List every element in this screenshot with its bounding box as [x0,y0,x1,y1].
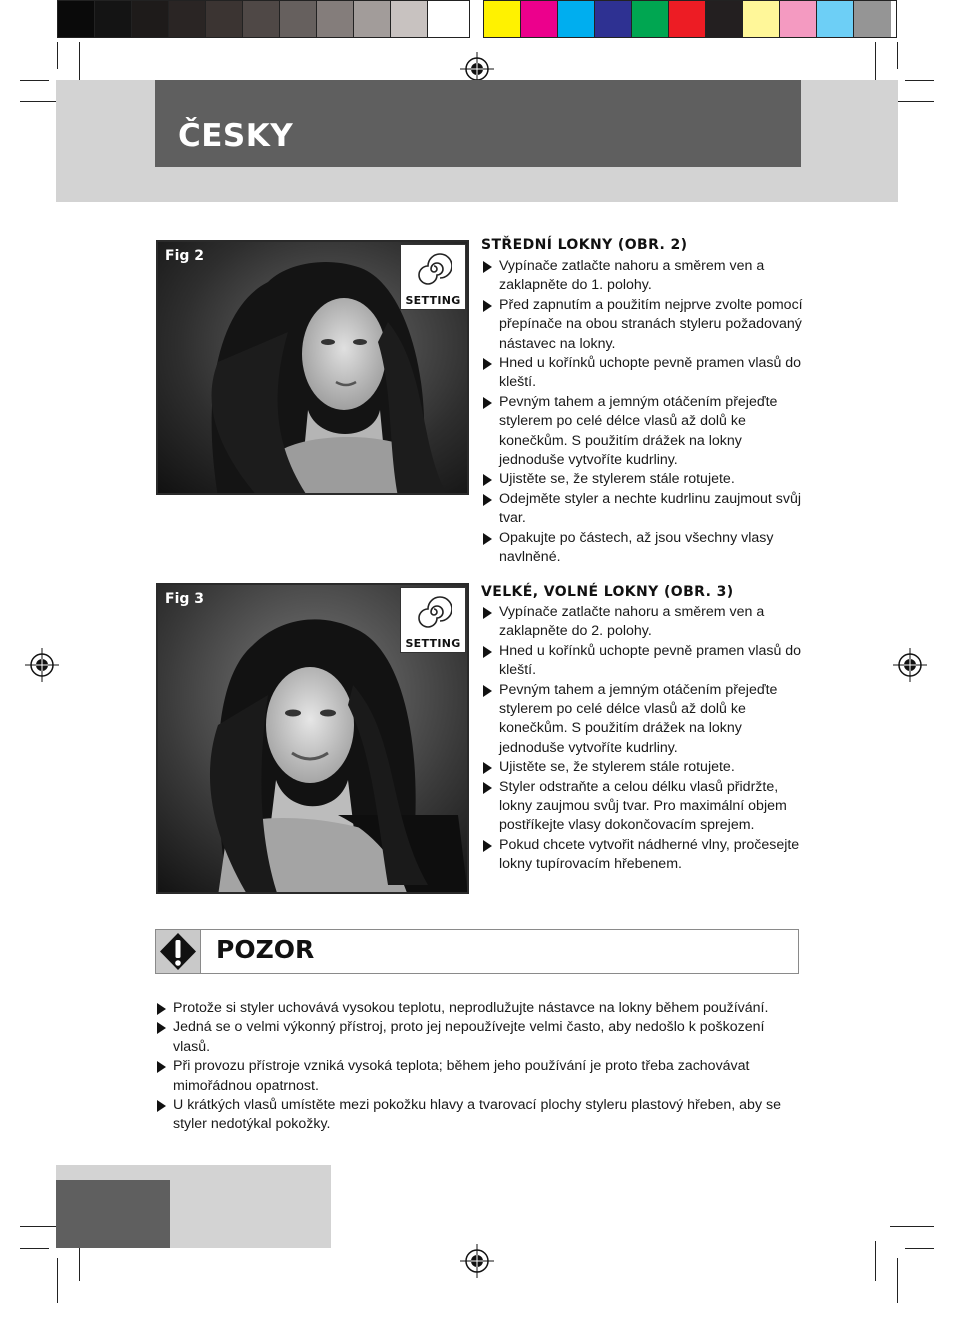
color-swatch [280,1,317,37]
section-title-medium-curls: STŘEDNÍ LOKNY (OBR. 2) [481,237,688,253]
warning-list [155,999,800,1135]
list-item: Ujistěte se, že stylerem stále rotujete. [481,758,803,777]
list-item: Jedná se o velmi výkonný přístroj, proto jej nepoužívejte velmi často, aby nedošlo k poškození vlasů. [155,1018,800,1057]
color-swatch [706,1,743,37]
registration-mark-icon [25,648,59,682]
list-item: Styler odstraňte a celou délku vlasů přidržte, lokny zaujmou svůj tvar. Pro maximální objem postříkejte vlasy dokončovacím sprejem. [481,778,803,836]
list-item: Ujistěte se, že stylerem stále rotujete. [481,470,803,489]
warning-icon [156,930,200,973]
spiral-curl-icon [416,594,452,630]
color-swatch [391,1,428,37]
setting-badge [400,244,466,310]
setting-badge-label: SETTING [405,294,461,307]
registration-mark-icon [460,1244,494,1278]
list-item: Pevným tahem a jemným otáčením přejeďte stylerem po celé délce vlasů až dolů ke konečkům. S použitím drážek na lokny jednoduše vytvoříte kudrliny. [481,681,803,759]
setting-badge [400,587,466,653]
color-swatch [632,1,669,37]
registration-mark-icon [893,648,927,682]
color-swatch [669,1,706,37]
crop-mark [20,80,49,81]
list-item: Při provozu přístroje vzniká vysoká teplota; během jeho používání je proto třeba zachovávat mimořádnou opatrnost. [155,1057,800,1096]
color-swatch [854,1,891,37]
setting-badge-label: SETTING [405,637,461,650]
crop-mark [875,1241,876,1281]
crop-mark [890,1226,934,1227]
list-item: Pokud chcete vytvořit nádherné vlny, pročesejte lokny tupírovacím hřebenem. [481,836,803,875]
color-swatch [558,1,595,37]
list-item: Protože si styler uchovává vysokou teplotu, neprodlužujte nástavce na lokny během používání. [155,999,800,1018]
crop-mark [905,80,934,81]
list-item: Hned u kořínků uchopte pevně pramen vlasů do kleští. [481,642,803,681]
color-swatch [428,1,465,37]
page-title: ČESKY [178,118,294,154]
section-title-loose-curls: VELKÉ, VOLNÉ LOKNY (OBR. 3) [481,584,734,600]
gray-calibration-bar [57,0,470,38]
crop-mark [57,42,58,69]
crop-mark [20,1248,49,1249]
warning-title: POZOR [216,935,315,964]
crop-mark [897,42,898,69]
color-swatch [169,1,206,37]
figure-2-photo [156,240,469,495]
list-item: Před zapnutím a použitím nejprve zvolte pomocí přepínače na obou stranách styleru požadovaný nástavec na lokny. [481,296,803,354]
color-swatch [595,1,632,37]
figure-3-photo [156,583,469,894]
instructions-list-loose-curls [481,603,803,875]
list-item: Vypínače zatlačte nahoru a směrem ven a zaklapněte do 2. polohy. [481,603,803,642]
warning-header [155,929,799,974]
color-swatch [817,1,854,37]
color-swatch [206,1,243,37]
crop-mark [905,1248,934,1249]
color-swatch [743,1,780,37]
list-item: U krátkých vlasů umístěte mezi pokožku hlavy a tvarovací plochy styleru plastový hřeben, aby se styler nedotýkal pokožky. [155,1096,800,1135]
list-item: Pevným tahem a jemným otáčením přejeďte stylerem po celé délce vlasů až dolů ke konečkům. S použitím drážek na lokny jednoduše vytvoříte kudrliny. [481,393,803,471]
color-swatch [484,1,521,37]
color-swatch [58,1,95,37]
instructions-list-medium-curls [481,257,803,568]
crop-mark [897,1258,898,1303]
list-item: Opakujte po částech, až jsou všechny vlasy navlněné. [481,529,803,568]
crop-mark [57,1258,58,1303]
figure-label: Fig 2 [165,248,204,264]
color-calibration-bar [483,0,897,38]
color-swatch [354,1,391,37]
footer-box [56,1180,170,1248]
color-swatch [243,1,280,37]
color-swatch [780,1,817,37]
list-item: Hned u kořínků uchopte pevně pramen vlasů do kleští. [481,354,803,393]
figure-label: Fig 3 [165,591,204,607]
color-swatch [132,1,169,37]
color-swatch [95,1,132,37]
warning-icon-box [156,930,201,973]
list-item: Vypínače zatlačte nahoru a směrem ven a zaklapněte do 1. polohy. [481,257,803,296]
color-swatch [521,1,558,37]
color-swatch [317,1,354,37]
list-item: Odejměte styler a nechte kudrlinu zaujmout svůj tvar. [481,490,803,529]
spiral-curl-icon [416,251,452,287]
